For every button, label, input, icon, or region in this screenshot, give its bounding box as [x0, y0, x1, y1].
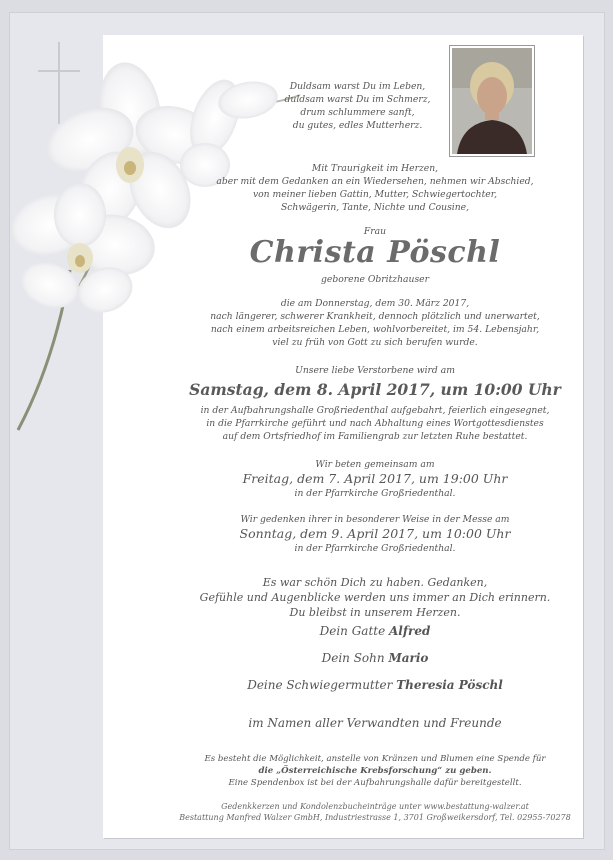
death-line: nach längerer, schwerer Krankheit, dennoch plötzlich und unerwartet, [210, 311, 540, 322]
prayer-intro: Wir beten gemeinsam am [315, 459, 435, 470]
funeral-date: Samstag, dem 8. April 2017, um 10:00 Uhr [189, 380, 561, 399]
prayer-place: in der Pfarrkirche Großriedenthal. [294, 488, 456, 499]
intro-line: aber mit dem Gedanken an ein Wiedersehen, nehmen wir Abschied, [216, 176, 534, 187]
intro-line: Schwägerin, Tante, Nichte und Cousine, [280, 202, 469, 213]
donation-line: die „Österreichische Krebsforschung“ zu geben. [258, 766, 492, 776]
funeral-text [150, 404, 600, 443]
mourner-name: Theresia Pöschl [396, 678, 503, 692]
mourner-relation: Dein Gatte [319, 624, 389, 638]
mourner-name: Alfred [389, 624, 431, 638]
farewell-text [150, 575, 600, 620]
intro-line: Mit Traurigkeit im Herzen, [311, 163, 439, 174]
footer-line: Gedenkkerzen und Kondolenzbucheinträge unter www.bestattung-walzer.at [221, 802, 529, 811]
donation-text [150, 753, 600, 789]
donation-line: Es besteht die Möglichkeit, anstelle von Kränzen und Blumen eine Spende für [204, 754, 546, 764]
birth-name: geborene Obritzhauser [321, 274, 429, 285]
deceased-name: Christa Pöschl [249, 235, 501, 270]
death-text [150, 297, 600, 349]
farewell-line: Es war schön Dich zu haben. Gedanken, [262, 576, 488, 589]
farewell-line: Gefühle und Augenblicke werden uns immer an Dich erinnern. [199, 591, 551, 604]
poem-line: duldsam warst Du im Schmerz, [284, 94, 431, 105]
prayer-date: Freitag, dem 7. April 2017, um 19:00 Uhr [242, 471, 508, 486]
relatives-line: im Namen aller Verwandten und Freunde [248, 716, 502, 730]
mourner-son [170, 651, 580, 665]
death-line: die am Donnerstag, dem 30. März 2017, [280, 298, 470, 309]
intro-text [170, 162, 580, 214]
funeral-line: in der Aufbahrungshalle Großriedenthal aufgebahrt, feierlich eingesegnet, [200, 405, 550, 416]
mourner-relation: Deine Schwiegermutter [247, 678, 397, 692]
poem [270, 80, 445, 132]
intro-line: von meiner lieben Gattin, Mutter, Schwiegertochter, [252, 189, 498, 200]
funeral-line: auf dem Ortsfriedhof im Familiengrab zur letzten Ruhe bestattet. [222, 431, 528, 442]
mass-place: in der Pfarrkirche Großriedenthal. [294, 543, 456, 554]
donation-line: Eine Spendenbox ist bei der Aufbahrungshalle dafür bereitgestellt. [228, 778, 522, 788]
poem-line: Duldsam warst Du im Leben, [289, 81, 426, 92]
portrait-photo [449, 45, 535, 157]
mass-date: Sonntag, dem 9. April 2017, um 10:00 Uhr [239, 526, 511, 541]
mourner-husband [170, 624, 580, 638]
mourner-name: Mario [388, 651, 429, 665]
portrait-image [452, 48, 532, 154]
funeral-intro: Unsere liebe Verstorbene wird am [295, 365, 455, 376]
poem-line: du gutes, edles Mutterherz. [292, 120, 423, 131]
footer [150, 801, 600, 823]
poem-line: drum schlummere sanft, [300, 107, 415, 118]
mass-intro: Wir gedenken ihrer in besonderer Weise in der Messe am [240, 514, 510, 525]
salutation: Frau [363, 226, 387, 237]
funeral-line: in die Pfarrkirche geführt und nach Abhaltung eines Wortgottesdienstes [206, 418, 544, 429]
farewell-line: Du bleibst in unserem Herzen. [289, 606, 461, 619]
death-line: nach einem arbeitsreichen Leben, wohlvorbereitet, im 54. Lebensjahr, [210, 324, 540, 335]
footer-line: Bestattung Manfred Walzer GmbH, Industriestrasse 1, 3701 Großweikersdorf, Tel. 02955-70278 [179, 813, 571, 822]
mourner-relation: Dein Sohn [321, 651, 389, 665]
death-line: viel zu früh von Gott zu sich berufen wurde. [272, 337, 478, 348]
mourner-mother-in-law [170, 678, 580, 692]
